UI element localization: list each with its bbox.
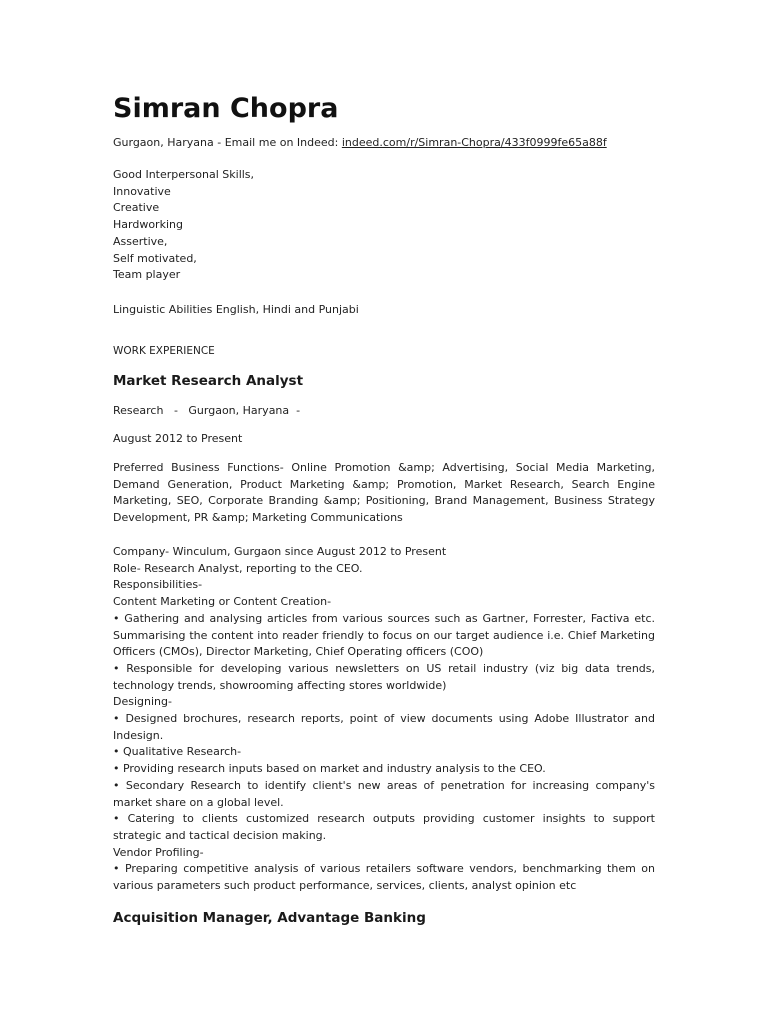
linguistic-abilities [113,302,655,319]
detail-line: • Providing research inputs based on market and industry analysis to the CEO. [113,762,546,776]
detail-line: Responsibilities- [113,578,203,592]
skill-item: Hardworking [113,218,183,232]
detail-line: Content Marketing or Content Creation- [113,595,332,609]
job-details [113,544,655,895]
job-functions: Preferred Business Functions- Online Promotion &amp; Advertising, Social Media Marketing, Demand Generation, Product Marketing &amp; Promotion, Market Research, Search Engine Marketing, SEO, Corporate Branding &amp; Positioning, Brand Management, Business Strategy Development, PR &amp; Marketing Communications [113,461,655,525]
skill-item: Assertive, [113,234,168,248]
skill-item: Creative [113,201,160,215]
detail-bullet: • Preparing competitive analysis of various retailers software vendors, benchmarking them on various parameters such product performance, services, clients, analyst opinion etc [113,862,655,893]
candidate-name: Simran Chopra [113,93,339,124]
skill-item: Self motivated, [113,251,197,265]
job-meta-text: Research - Gurgaon, Haryana - [113,404,301,417]
skills-list [113,167,655,284]
detail-bullet: • Catering to clients customized research outputs providing customer insights to support strategic and tactical decision making. [113,812,655,842]
detail-bullet: • Designed brochures, research reports, point of view documents using Adobe Illustrator and Indesign. [113,712,655,742]
detail-line: Role- Research Analyst, reporting to the CEO. [113,561,363,575]
job-title: Market Research Analyst [113,373,304,389]
indeed-profile-link[interactable]: indeed.com/r/Simran-Chopra/433f0999fe65a88f [341,136,607,149]
job-title: Acquisition Manager, Advantage Banking [113,910,426,926]
work-experience-heading: WORK EXPERIENCE [113,345,215,357]
location-text: Gurgaon, Haryana [113,136,214,149]
job-meta [113,403,655,420]
detail-bullet: • Gathering and analysing articles from various sources such as Gartner, Forrester, Factiva etc. Summarising the content into reader friendly to focus on our target audience i.e. Chief Marketing Officers (CMOs), Director Marketing, Chief Operating officers (COO) [113,611,655,659]
contact-separator: - [213,136,225,149]
detail-line: Designing- [113,695,172,709]
detail-bullet: • Secondary Research to identify client's new areas of penetration for increasing company's market share on a global level. [113,778,655,809]
skill-item: Team player [113,268,181,282]
detail-bullet: • Responsible for developing various newsletters on US retail industry (viz big data trends, technology trends, showrooming affecting stores worldwide) [113,661,655,692]
detail-line: • Qualitative Research- [113,745,242,759]
job-dates-text: August 2012 to Present [113,432,243,445]
contact-line [113,135,607,152]
job-dates [113,431,655,448]
detail-line: Vendor Profiling- [113,845,204,859]
skill-item: Good Interpersonal Skills, [113,168,255,181]
detail-line: Company- Winculum, Gurgaon since August 2012 to Present [113,545,447,558]
linguistic-text: Linguistic Abilities English, Hindi and Punjabi [113,303,359,316]
email-prefix: Email me on Indeed: [224,136,342,149]
skill-item: Innovative [113,184,171,198]
